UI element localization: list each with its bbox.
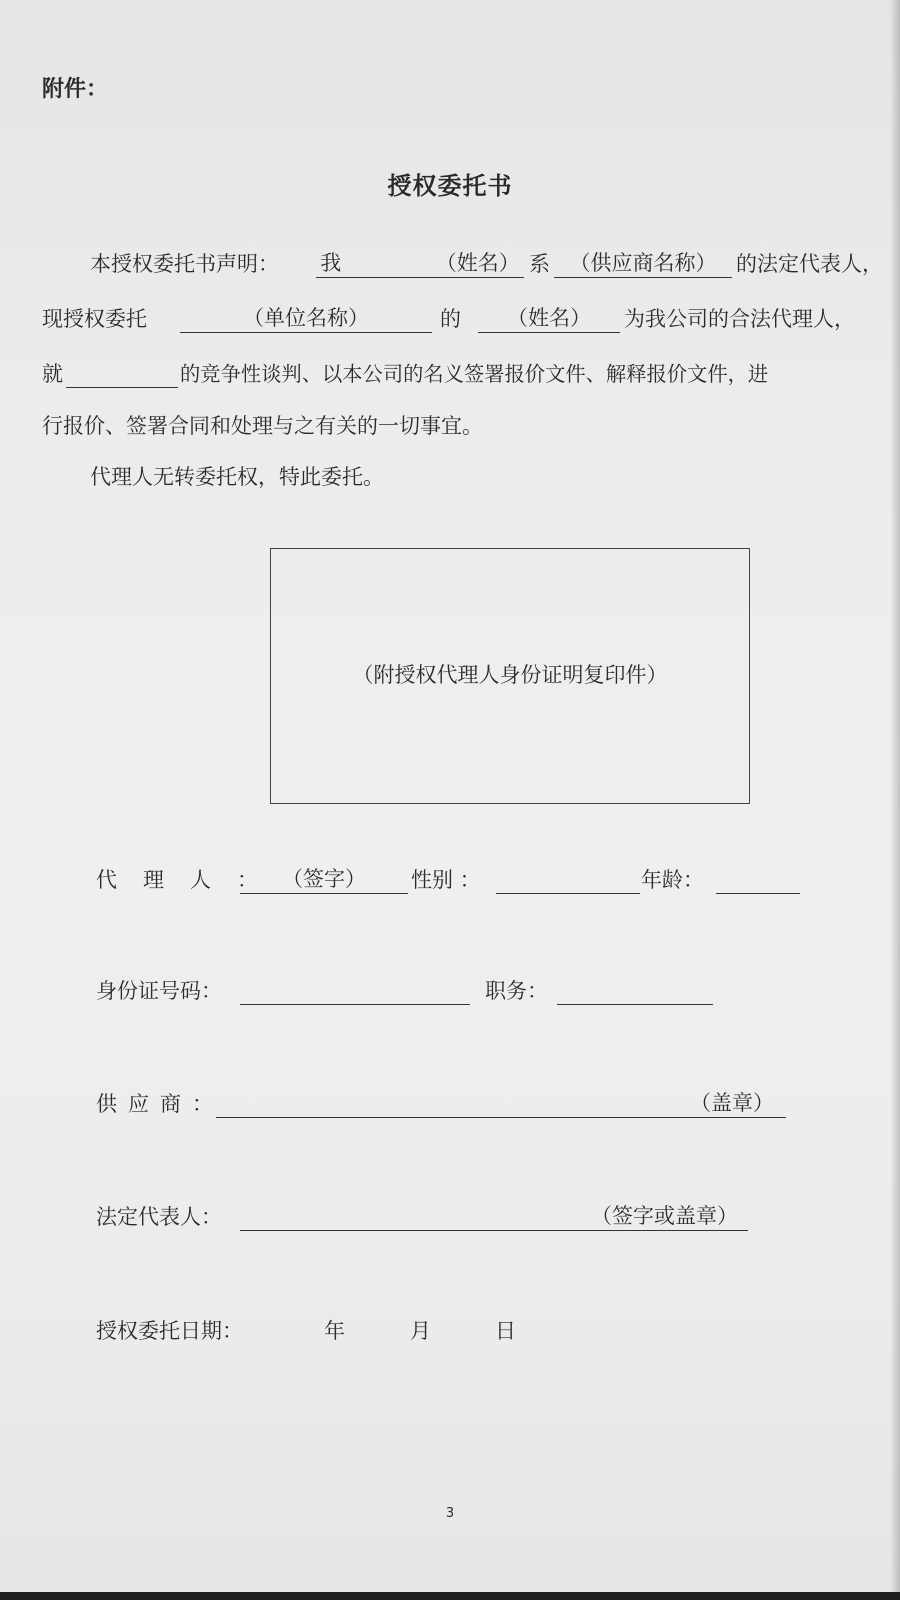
position-field[interactable]	[557, 977, 713, 1005]
authorize-de: 的	[440, 307, 461, 331]
project-suffix: 的竞争性谈判、以本公司的名义签署报价文件、解释报价文件，进	[180, 362, 769, 386]
date-month: 月	[410, 1319, 431, 1343]
authorize-prefix: 现授权委托	[42, 307, 147, 331]
document-title: 授权委托书	[387, 171, 513, 200]
id-number-field[interactable]	[240, 977, 470, 1005]
gender-field[interactable]	[496, 866, 640, 894]
agent-name-field[interactable]: （姓名）	[478, 305, 620, 333]
supplier-name-field[interactable]: （供应商名称）	[554, 250, 732, 278]
legal-rep-name-field[interactable]: 我 （姓名）	[316, 250, 524, 278]
date-year: 年	[324, 1319, 345, 1343]
declaration-mid: 系	[529, 252, 550, 276]
declaration-suffix: 的法定代表人，	[736, 252, 883, 276]
agent-signature-field[interactable]: （签字）	[240, 866, 408, 894]
position-label: 职务：	[485, 979, 548, 1003]
id-copy-instruction: （附授权代理人身份证明复印件）	[352, 663, 668, 687]
legal-rep-label: 法定代表人：	[96, 1205, 222, 1229]
legal-rep-signature-field[interactable]	[240, 1203, 748, 1231]
date-day: 日	[495, 1319, 516, 1343]
authorize-suffix: 为我公司的合法代理人，	[624, 307, 855, 331]
agent-label: 代理人：	[96, 868, 284, 892]
scope-text: 行报价、签署合同和处理与之有关的一切事宜。	[42, 414, 483, 438]
legal-rep-sign-hint: （签字或盖章）	[591, 1204, 738, 1228]
date-label: 授权委托日期：	[96, 1319, 243, 1343]
age-field[interactable]	[716, 866, 800, 894]
unit-name-field[interactable]: （单位名称）	[180, 305, 432, 333]
gender-label: 性别 ：	[411, 868, 481, 892]
attachment-label: 附件：	[42, 77, 109, 102]
page-number: 3	[445, 1506, 455, 1521]
no-subdelegation-text: 代理人无转委托权，特此委托。	[90, 465, 384, 489]
project-name-field[interactable]	[66, 360, 178, 388]
project-prefix: 就	[42, 362, 63, 386]
page-bottom-edge	[0, 1592, 900, 1600]
declaration-prefix: 本授权委托书声明：	[90, 252, 279, 276]
id-copy-box	[270, 548, 750, 804]
page-edge-shadow	[890, 0, 900, 1600]
id-number-label: 身份证号码：	[96, 979, 222, 1003]
age-label: 年龄：	[641, 868, 704, 892]
supplier-seal-field[interactable]	[216, 1090, 786, 1118]
supplier-label: 供应商：	[96, 1092, 224, 1116]
supplier-seal-hint: （盖章）	[690, 1091, 774, 1115]
